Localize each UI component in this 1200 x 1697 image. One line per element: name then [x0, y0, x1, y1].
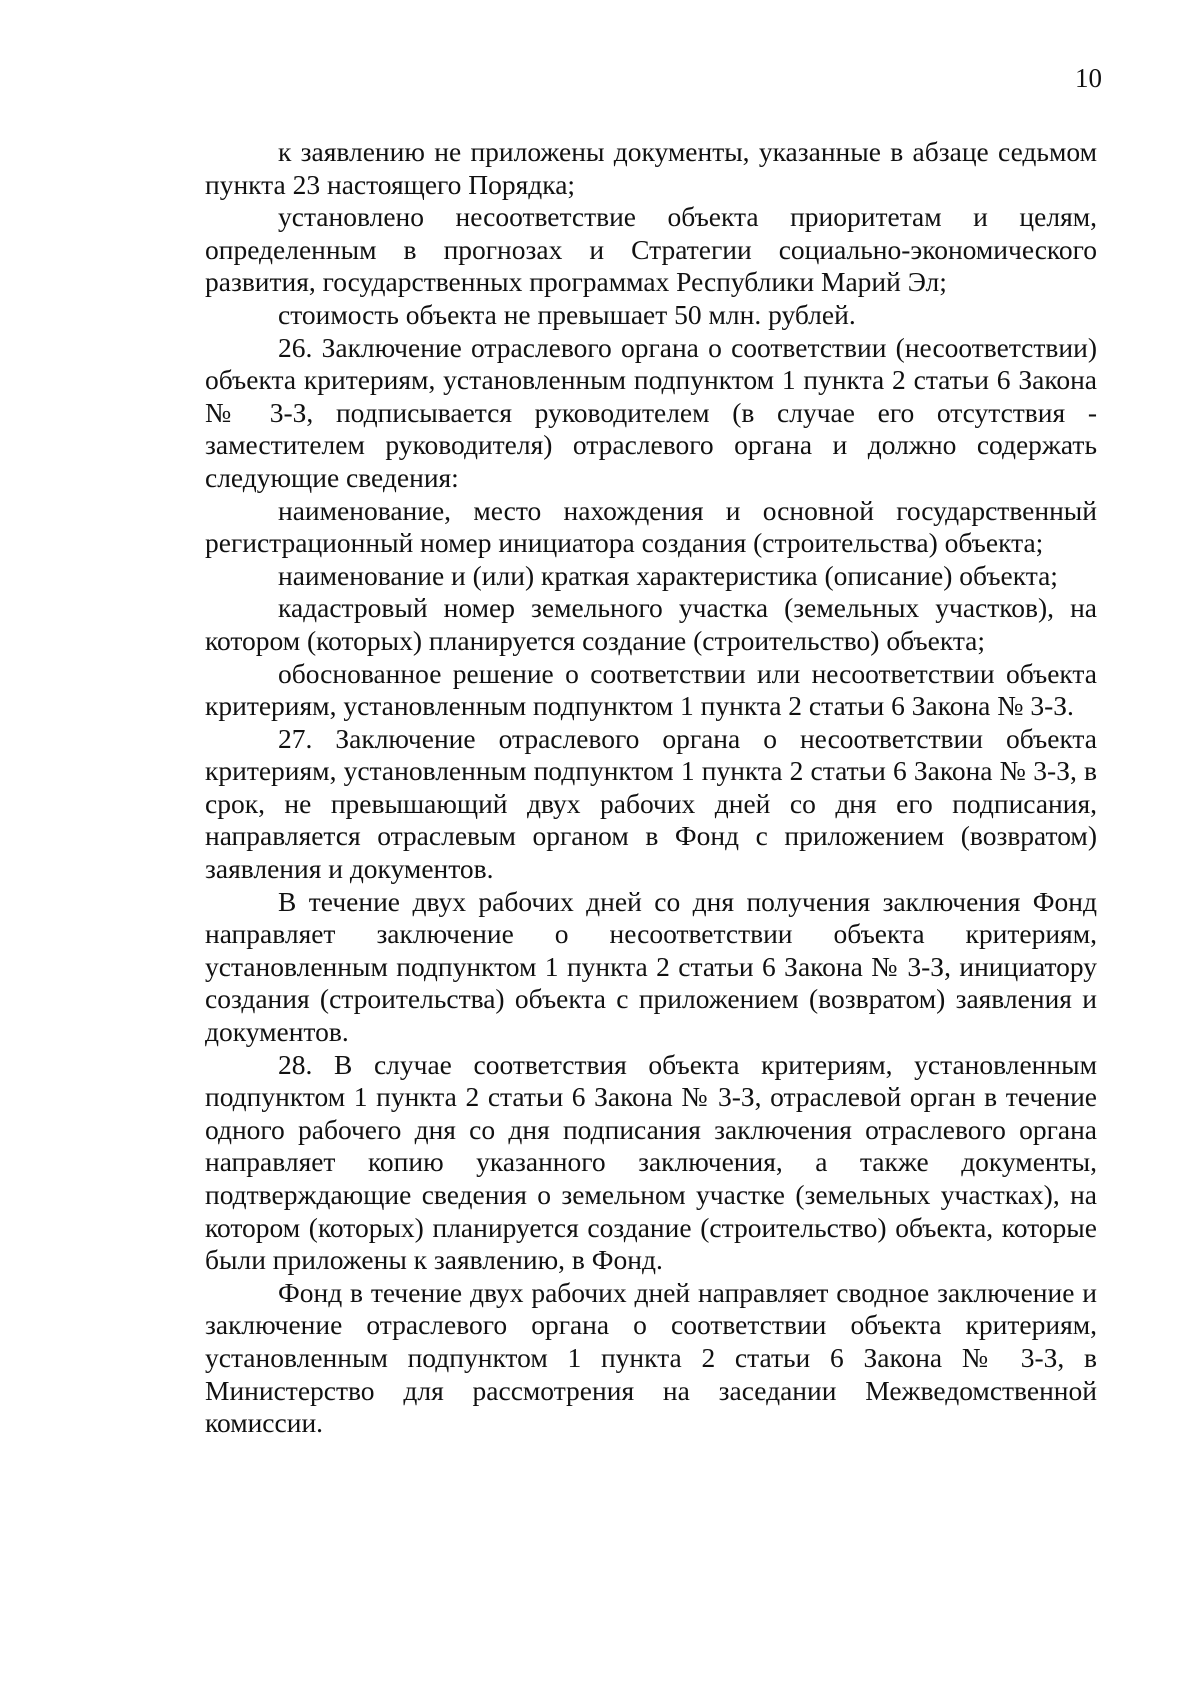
- paragraph-object-description: наименование и (или) краткая характеристика (описание) объекта;: [278, 559, 1058, 591]
- paragraph-fund-summary: Фонд в течение двух рабочих дней направляет сводное заключение и заключение отраслевого органа о соответствии объекта критериям, установленным подпунктом 1 пункта 2 статьи 6 Закона № 3-З, в Министерство для рассмотрения на заседании Межведомственной комиссии.: [205, 1276, 1097, 1439]
- paragraph-clause-26: 26. Заключение отраслевого органа о соответствии (несоответствии) объекта критериям, установленным подпунктом 1 пункта 2 статьи 6 Закона № 3-З, подписывается руководителем (в случае его отсутствия - заместителем руководителя) отраслевого органа и должно содержать следующие сведения:: [205, 331, 1097, 493]
- paragraph-clause-27: 27. Заключение отраслевого органа о несоответствии объекта критериям, установленным подпунктом 1 пункта 2 статьи 6 Закона № 3-З, в срок, не превышающий двух рабочих дней со дня его подписания, направляется отраслевым органом в Фонд с приложением (возвратом) заявления и документов.: [205, 722, 1097, 885]
- document-body: [205, 136, 1097, 1440]
- paragraph-justified-decision: обоснованное решение о соответствии или несоответствии объекта критериям, установленным подпунктом 1 пункта 2 статьи 6 Закона № 3-З.: [205, 657, 1097, 722]
- paragraph-fund-forwarding: В течение двух рабочих дней со дня получения заключения Фонд направляет заключение о несоответствии объекта критериям, установленным подпунктом 1 пункта 2 статьи 6 Закона № 3-З, инициатору создания (строительства) объекта с приложением (возвратом) заявления и документов.: [205, 885, 1097, 1048]
- paragraph-cost-limit: стоимость объекта не превышает 50 млн. рублей.: [278, 298, 856, 330]
- paragraph-cadastral-number: кадастровый номер земельного участка (земельных участков), на котором (которых) планируется создание (строительство) объекта;: [205, 592, 1097, 656]
- paragraph-priorities-mismatch: установлено несоответствие объекта приоритетам и целям, определенным в прогнозах и Стратегии социально-экономического развития, государственных программах Республики Марий Эл;: [205, 201, 1097, 298]
- paragraph-documents-missing: к заявлению не приложены документы, указанные в абзаце седьмом пункта 23 настоящего Порядка;: [205, 136, 1097, 200]
- paragraph-clause-28: 28. В случае соответствия объекта критериям, установленным подпунктом 1 пункта 2 статьи 6 Закона № 3-З, отраслевой орган в течение одного рабочего дня со дня подписания заключения отраслевого органа направляет копию указанного заключения, а также документы, подтверждающие сведения о земельном участке (земельных участках), на котором (которых) планируется создание (строительство) объекта, которые были приложены к заявлению, в Фонд.: [205, 1048, 1097, 1276]
- paragraph-initiator-details: наименование, место нахождения и основной государственный регистрационный номер инициатора создания (строительства) объекта;: [205, 494, 1097, 559]
- page-number: 10: [1075, 63, 1102, 93]
